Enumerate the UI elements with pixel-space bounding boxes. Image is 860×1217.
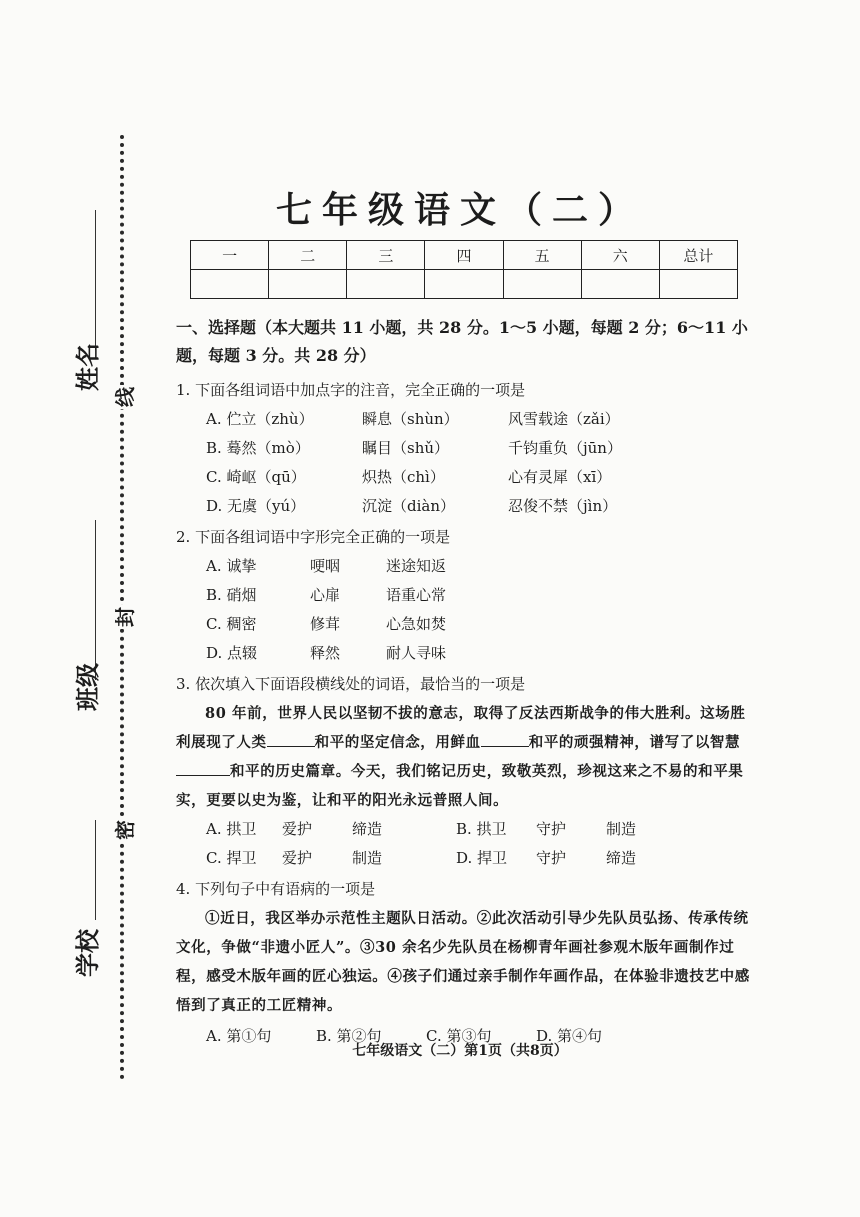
q3-word: 缔造: [352, 820, 383, 838]
q1-option-row: [206, 405, 756, 434]
score-cell: [347, 270, 425, 299]
q1-word: 沉淀（diàn）: [362, 497, 456, 515]
class-write-line: [95, 520, 96, 680]
binding-margin: [0, 0, 150, 1217]
score-cell: [659, 270, 737, 299]
q4-option: A. 第①句: [206, 1027, 272, 1045]
q4-option: C. 第③句: [426, 1027, 492, 1045]
q3-stem: 3. 依次填入下面语段横线处的词语，最恰当的一项是: [176, 675, 526, 693]
q2-word: 哽咽: [310, 557, 341, 575]
q2-option-row: [206, 552, 756, 581]
q1-word: 炽热（chì）: [362, 468, 445, 486]
q3-option-row: [206, 815, 756, 844]
q2-word: D. 点辍: [206, 644, 258, 662]
q3-word: 缔造: [606, 849, 637, 867]
q2-word: 心急如焚: [386, 615, 447, 633]
section1-heading: 一、选择题（本大题共 11 小题，共 28 分。1～5 小题，每题 2 分；6～11 小题，每题 3 分。共 28 分）: [176, 318, 748, 365]
q2-word: 释然: [310, 644, 341, 662]
q2-option-row: [206, 610, 756, 639]
q1-word: B. 蓦然（mò）: [206, 439, 310, 457]
q3-word: 爱护: [282, 849, 313, 867]
q3-word: 爱护: [282, 820, 313, 838]
seal-seal-char: 封: [113, 607, 137, 627]
seal-secret-char: 密: [113, 820, 137, 840]
score-cell: [191, 270, 269, 299]
q1-word: 风雪载途（zǎi）: [508, 410, 620, 428]
q3-word: 守护: [536, 820, 567, 838]
school-write-line: [95, 820, 96, 920]
q2-word: 心扉: [310, 586, 341, 604]
score-cell: [269, 270, 347, 299]
class-label: 班级: [73, 663, 102, 711]
q1-word: 瞬息（shùn）: [362, 410, 459, 428]
q4-stem: 4. 下列句子中有语病的一项是: [176, 880, 376, 898]
q1-option-row: [206, 463, 756, 492]
score-cell: [425, 270, 503, 299]
score-header-cell: 四: [425, 241, 503, 270]
school-label: 学校: [73, 929, 102, 977]
q2-word: 语重心常: [386, 586, 447, 604]
score-value-row: [191, 270, 738, 299]
score-table: [190, 240, 738, 299]
fill-blank[interactable]: [481, 730, 529, 747]
q3-word: 制造: [606, 820, 637, 838]
q3-passage-part: 和平的历史篇章。今天，我们铭记历史，致敬英烈，珍视这来之不易的和平果实，更要以史为鉴，让和平的阳光永远普照人间。: [176, 763, 744, 809]
q3-word: A. 拱卫: [206, 820, 257, 838]
q3-word: B. 拱卫: [456, 820, 507, 838]
q4-option: B. 第②句: [316, 1027, 382, 1045]
q3-word: 守护: [536, 849, 567, 867]
q1-option-row: [206, 434, 756, 463]
score-header-cell: 二: [269, 241, 347, 270]
q1-option-row: [206, 492, 756, 521]
q4-option: D. 第④句: [536, 1027, 603, 1045]
q1-word: 瞩目（shǔ）: [362, 439, 450, 457]
exam-content: [176, 314, 756, 1051]
score-header-cell: 六: [581, 241, 659, 270]
q2-options: [176, 552, 756, 668]
q2-word: 迷途知返: [386, 557, 447, 575]
q2-word: A. 诚挚: [206, 557, 257, 575]
fill-blank[interactable]: [267, 730, 315, 747]
score-cell: [503, 270, 581, 299]
q3-passage: [176, 699, 756, 815]
q2-word: C. 稠密: [206, 615, 257, 633]
score-header-row: [191, 241, 738, 270]
score-cell: [581, 270, 659, 299]
q3-word: C. 捍卫: [206, 849, 257, 867]
q1-word: 心有灵犀（xī）: [508, 468, 612, 486]
q2-word: B. 硝烟: [206, 586, 257, 604]
question-2: [176, 523, 756, 668]
q1-stem: 1. 下面各组词语中加点字的注音，完全正确的一项是: [176, 381, 526, 399]
seal-line-char: 线: [113, 387, 137, 407]
exam-title: 七年级语文（二）: [275, 190, 644, 231]
q1-options: [176, 405, 756, 521]
q1-word: 千钧重负（jūn）: [508, 439, 622, 457]
q4-passage: ①近日，我区举办示范性主题队日活动。②此次活动引导少先队员弘扬、传承传统文化，争做“非遗小匠人”。③30 余名少先队员在杨柳青年画社参观木版年画制作过程，感受木版年画的匠心独运。④孩子们通过亲手制作年画作品，在体验非遗技艺中感悟到了真正的工匠精神。: [176, 910, 750, 1014]
score-header-cell: 三: [347, 241, 425, 270]
q3-passage-part: 80 年前，世界人民以坚韧不拔的意志，取得了反法西斯战争的伟大胜利。这场胜利展现了人类: [176, 705, 746, 751]
q2-option-row: [206, 639, 756, 668]
q3-passage-part: 和平的顽强精神，谱写了以智慧: [528, 734, 741, 751]
q1-word: C. 崎岖（qū）: [206, 468, 306, 486]
q1-word: D. 无虞（yú）: [206, 497, 306, 515]
fill-blank[interactable]: [176, 759, 230, 776]
q2-word: 耐人寻味: [386, 644, 447, 662]
q2-option-row: [206, 581, 756, 610]
name-write-line: [95, 210, 96, 350]
q2-stem: 2. 下面各组词语中字形完全正确的一项是: [176, 528, 451, 546]
question-4: [176, 875, 756, 1051]
q3-options: [176, 815, 756, 873]
q2-word: 修茸: [310, 615, 341, 633]
score-header-cell: 五: [503, 241, 581, 270]
q3-word: 制造: [352, 849, 383, 867]
page-footer: 七年级语文（二）第1页（共8页）: [352, 1043, 568, 1059]
q3-word: D. 捍卫: [456, 849, 508, 867]
q3-option-row: [206, 844, 756, 873]
q1-word: A. 伫立（zhù）: [206, 410, 314, 428]
score-header-cell: 一: [191, 241, 269, 270]
question-1: [176, 376, 756, 521]
q1-word: 忍俊不禁（jìn）: [508, 497, 618, 515]
name-label: 姓名: [73, 343, 102, 391]
question-3: [176, 670, 756, 873]
score-header-cell: 总计: [659, 241, 737, 270]
q3-passage-part: 和平的坚定信念，用鲜血: [314, 734, 481, 751]
